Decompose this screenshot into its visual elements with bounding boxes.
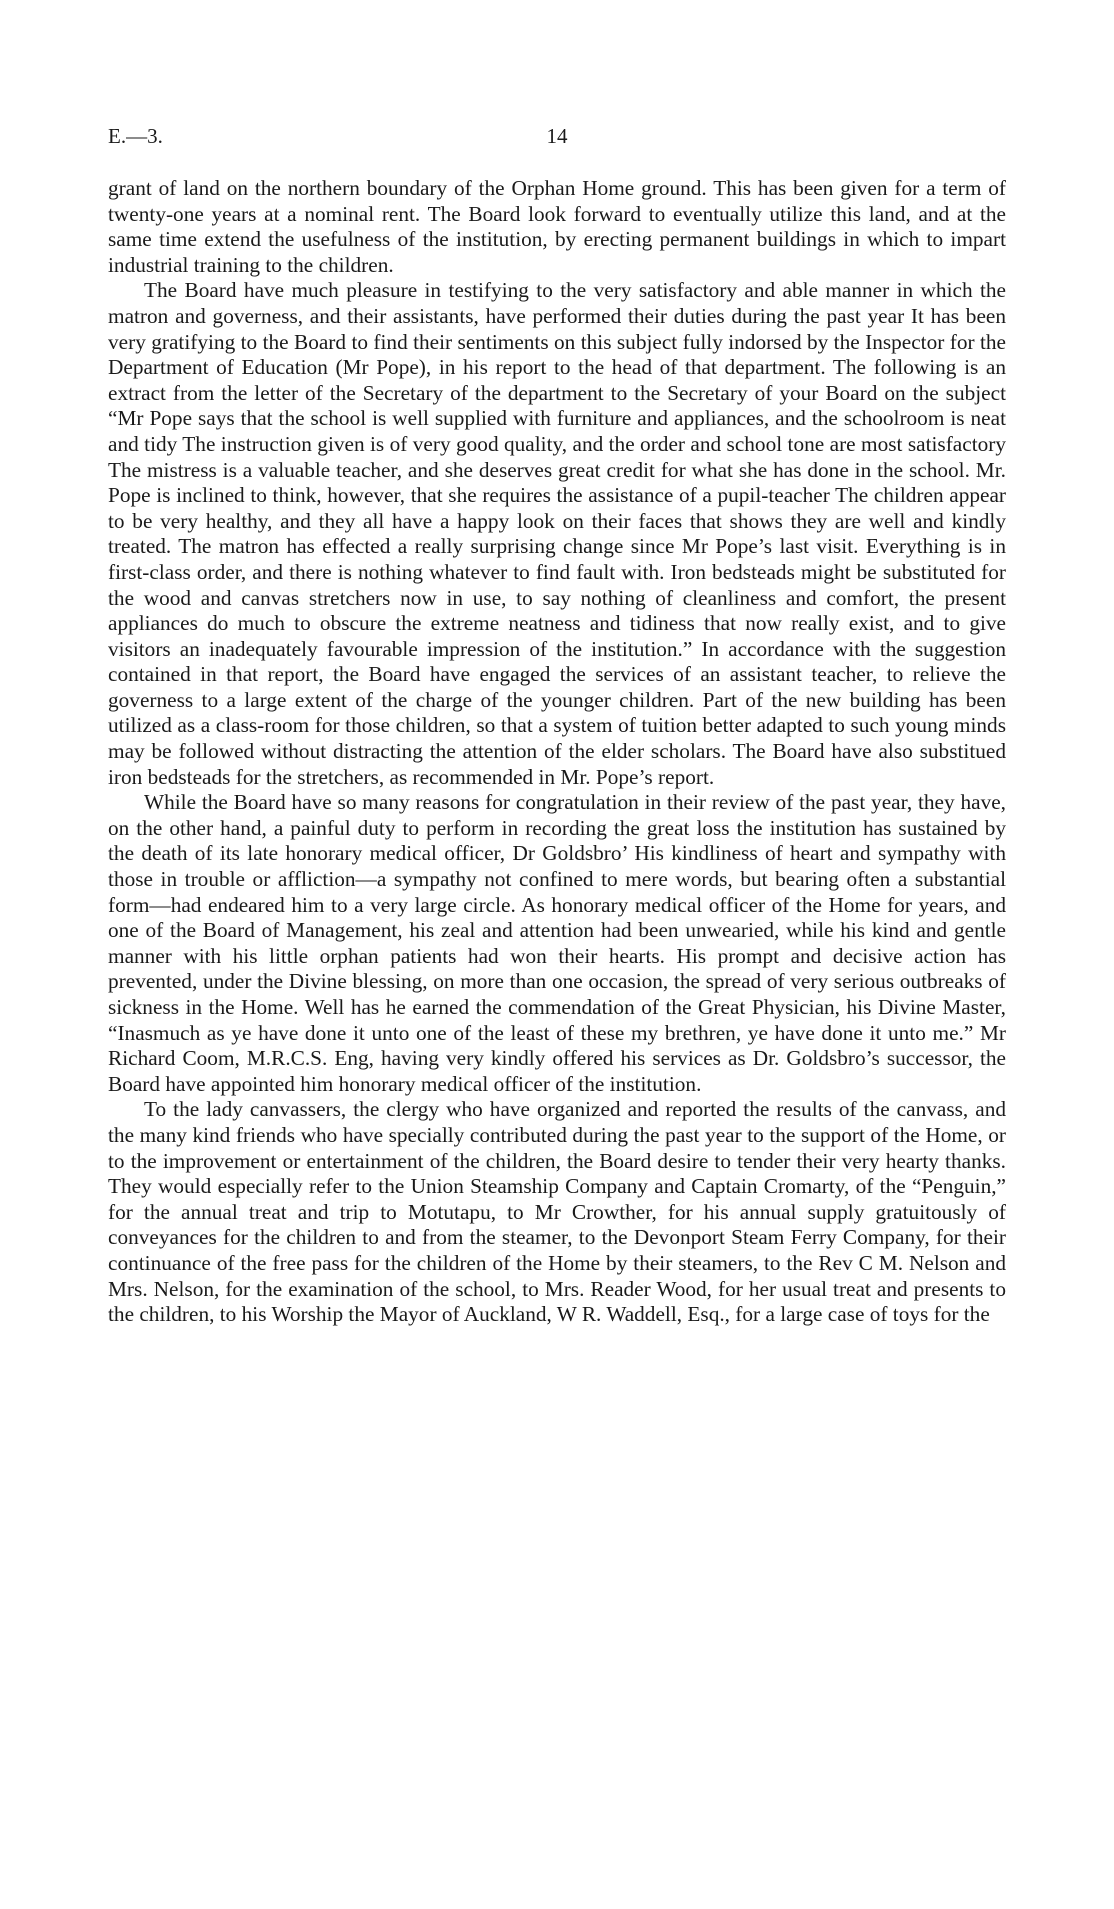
paragraph-staff-report: The Board have much pleasure in testifying to the very satisfactory and able manner in which the matron and governess, and their assistants, have performed their duties during the past year It has been very gratifying to the Board to find their sentiments on this subject fully indorsed by the Inspector for the Department of Education (Mr Pope), in his report to the head of that department. The following is an extract from the letter of the Secretary of the department to the Secretary of your Board on the subject “Mr Pope says that the school is well supplied with furniture and appliances, and the schoolroom is neat and tidy The instruction given is of very good quality, and the order and school tone are most satisfactory The mistress is a valuable teacher, and she deserves great credit for what she has done in the school. Mr. Pope is inclined to think, however, that she requires the assistance of a pupil-teacher The children appear to be very healthy, and they all have a happy look on their faces that shows they are well and kindly treated. The matron has effected a really surprising change since Mr Pope’s last visit. Everything is in first-class order, and there is nothing whatever to find fault with. Iron bedsteads might be substituted for the wood and canvas stretchers now in use, to say nothing of cleanliness and comfort, the present appliances do much to obscure the extreme neatness and tidiness that now really exist, and to give visitors an inadequately favourable impression of the institution.” In accordance with the suggestion contained in that report, the Board have engaged the services of an assistant teacher, to relieve the governess to a large extent of the charge of the younger children. Part of the new building has been utilized as a class-room for those children, so that a system of tuition better adapted to such young minds may be followed without distracting the attention of the elder scholars. The Board have also substitued iron bedsteads for the stretchers, as recommended in Mr. Pope’s report. bbox=[108, 278, 1006, 789]
body-text bbox=[108, 176, 1006, 1328]
page-number: 14 bbox=[546, 124, 568, 148]
paragraph-medical-officer: While the Board have so many reasons for congratulation in their review of the past year, they have, on the other hand, a painful duty to perform in recording the great loss the institution has sustained by the death of its late honorary medical officer, Dr Goldsbro’ His kindliness of heart and sympathy with those in trouble or affliction—a sympathy not confined to mere words, but bearing often a substantial form—had endeared him to a very large circle. As honorary medical officer of the Home for years, and one of the Board of Management, his zeal and attention had been unwearied, while his kind and gentle manner with his little orphan patients had won their hearts. His prompt and decisive action has prevented, under the Divine blessing, on more than one occasion, the spread of very serious outbreaks of sickness in the Home. Well has he earned the commendation of the Great Physician, his Divine Master, “Inasmuch as ye have done it unto one of the least of these my brethren, ye have done it unto me.” Mr Richard Coom, M.R.C.S. Eng, having very kindly offered his services as Dr. Goldsbro’s successor, the Board have appointed him honorary medical officer of the institution. bbox=[108, 790, 1006, 1096]
paragraph-thanks: To the lady canvassers, the clergy who have organized and reported the results of the canvass, and the many kind friends who have specially contributed during the past year to the support of the Home, or to the improvement or entertainment of the children, the Board desire to tender their very hearty thanks. They would especially refer to the Union Steamship Company and Captain Cromarty, of the “Penguin,” for the annual treat and trip to Motutapu, to Mr Crowther, for his annual supply gratuitously of conveyances for the children to and from the steamer, to the Devonport Steam Ferry Company, for their continuance of the free pass for the children of the Home by their steamers, to the Rev C M. Nelson and Mrs. Nelson, for the examination of the school, to Mrs. Reader Wood, for her usual treat and presents to the children, to his Worship the Mayor of Auckland, W R. Waddell, Esq., for a large case of toys for the bbox=[108, 1097, 1006, 1327]
page-header bbox=[108, 124, 1006, 154]
document-reference: E.—3. bbox=[108, 124, 163, 148]
paragraph-land-grant: grant of land on the northern boundary of the Orphan Home ground. This has been given for a term of twenty-one years at a nominal rent. The Board look forward to eventually utilize this land, and at the same time extend the usefulness of the institution, by erecting permanent buildings in which to impart industrial training to the children. bbox=[108, 176, 1006, 277]
